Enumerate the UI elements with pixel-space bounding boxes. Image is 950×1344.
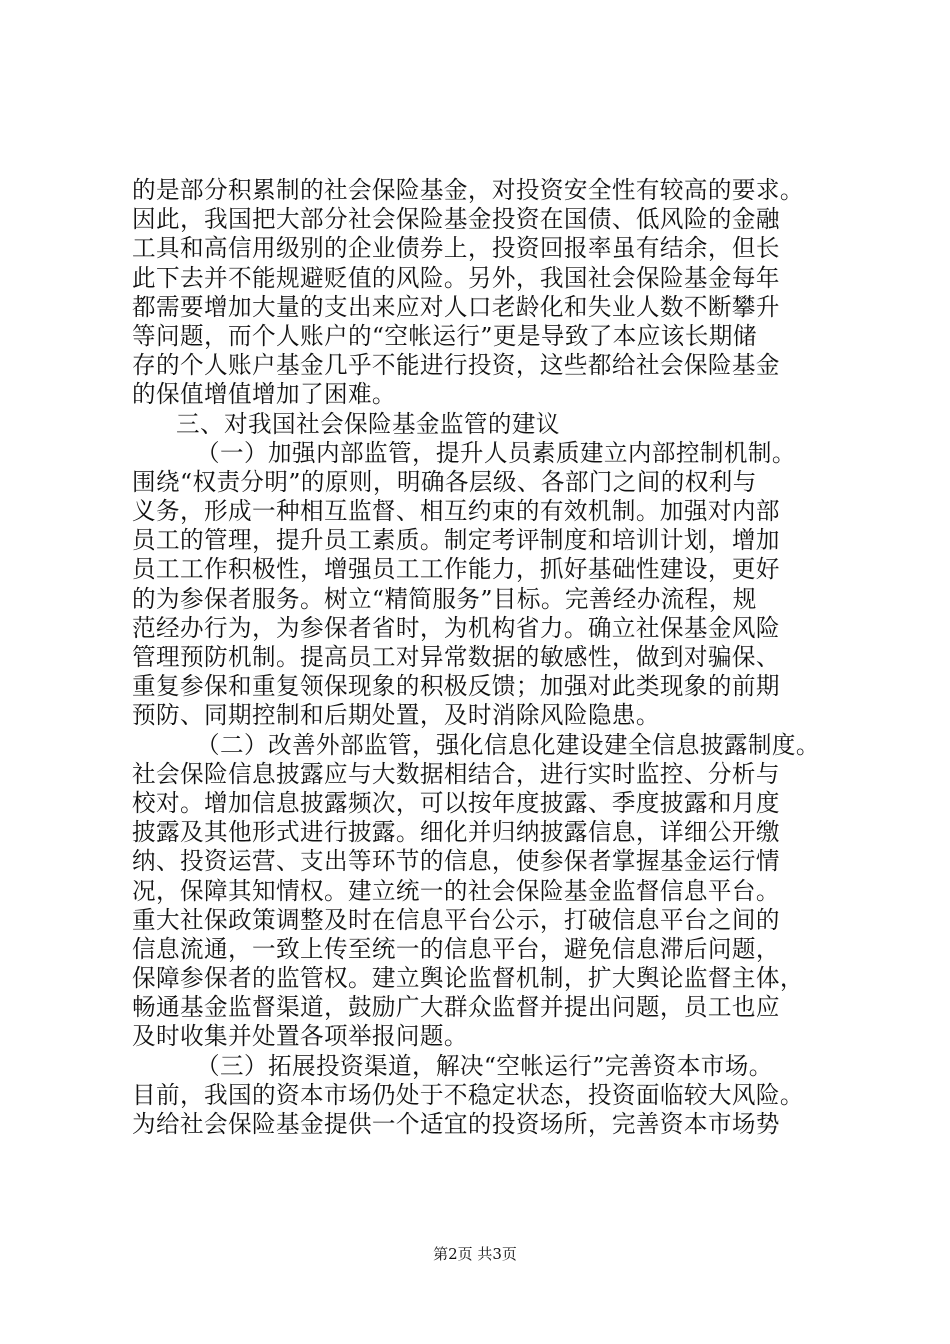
subsection-heading: （二）改善外部监管，强化信息化建设建全信息披露制度。 [196,730,820,759]
text-line: 纳、投资运营、支出等环节的信息，使参保者掌握基金运行情 [132,847,780,876]
document-body [132,176,838,1139]
text-line: 等问题，而个人账户的“空帐运行”更是导致了本应该长期储 [132,321,757,350]
text-line: 的是部分积累制的社会保险基金，对投资安全性有较高的要求。 [132,176,804,204]
text-line: 围绕“权责分明”的原则，明确各层级、各部门之间的权利与 [132,467,757,496]
text-line: 员工工作积极性，增强员工工作能力，抓好基础性建设，更好 [132,555,780,584]
section-heading: 三、对我国社会保险基金监管的建议 [176,409,560,438]
text-line: 为给社会保险基金提供一个适宜的投资场所，完善资本市场势 [132,1110,780,1138]
text-line: 此下去并不能规避贬值的风险。另外，我国社会保险基金每年 [132,263,780,292]
subsection-heading: （一）加强内部监管，提升人员素质建立内部控制机制。 [196,438,796,467]
text-line: 披露及其他形式进行披露。细化并归纳披露信息，详细公开缴 [132,818,780,847]
text-line: 的为参保者服务。树立“精简服务”目标。完善经办流程，规 [132,584,757,613]
text-line: 预防、同期控制和后期处置，及时消除风险隐患。 [132,701,660,730]
text-line: 存的个人账户基金几乎不能进行投资，这些都给社会保险基金 [132,351,780,380]
text-line: 况，保障其知情权。建立统一的社会保险基金监督信息平台。 [132,876,780,905]
text-line: 管理预防机制。提高员工对异常数据的敏感性，做到对骗保、 [132,643,780,671]
text-line: 重复参保和重复领保现象的积极反馈；加强对此类现象的前期 [132,672,780,701]
text-line: 重大社保政策调整及时在信息平台公示，打破信息平台之间的 [132,905,780,934]
page-number-footer: 第2页 共3页 [433,1245,517,1263]
text-line: 及时收集并处置各项举报问题。 [132,1022,468,1051]
subsection-heading: （三）拓展投资渠道，解决“空帐运行”完善资本市场。 [196,1051,773,1080]
text-line: 因此，我国把大部分社会保险基金投资在国债、低风险的金融 [132,205,780,234]
text-line: 范经办行为，为参保者省时，为机构省力。确立社保基金风险 [132,613,780,642]
text-line: 义务，形成一种相互监督、相互约束的有效机制。加强对内部 [132,497,780,526]
text-line: 的保值增值增加了困难。 [132,380,396,409]
text-line: 员工的管理，提升员工素质。制定考评制度和培训计划，增加 [132,526,780,555]
text-line: 工具和高信用级别的企业债券上，投资回报率虽有结余，但长 [132,234,780,263]
text-line: 保障参保者的监管权。建立舆论监督机制，扩大舆论监督主体， [132,964,804,993]
text-line: 都需要增加大量的支出来应对人口老龄化和失业人数不断攀升 [132,292,780,321]
text-line: 畅通基金监督渠道，鼓励广大群众监督并提出问题，员工也应 [132,993,780,1022]
text-line: 信息流通，一致上传至统一的信息平台，避免信息滞后问题， [132,934,780,963]
text-line: 社会保险信息披露应与大数据相结合，进行实时监控、分析与 [132,759,780,788]
text-line: 目前，我国的资本市场仍处于不稳定状态，投资面临较大风险。 [132,1080,804,1109]
text-line: 校对。增加信息披露频次，可以按年度披露、季度披露和月度 [132,788,780,817]
